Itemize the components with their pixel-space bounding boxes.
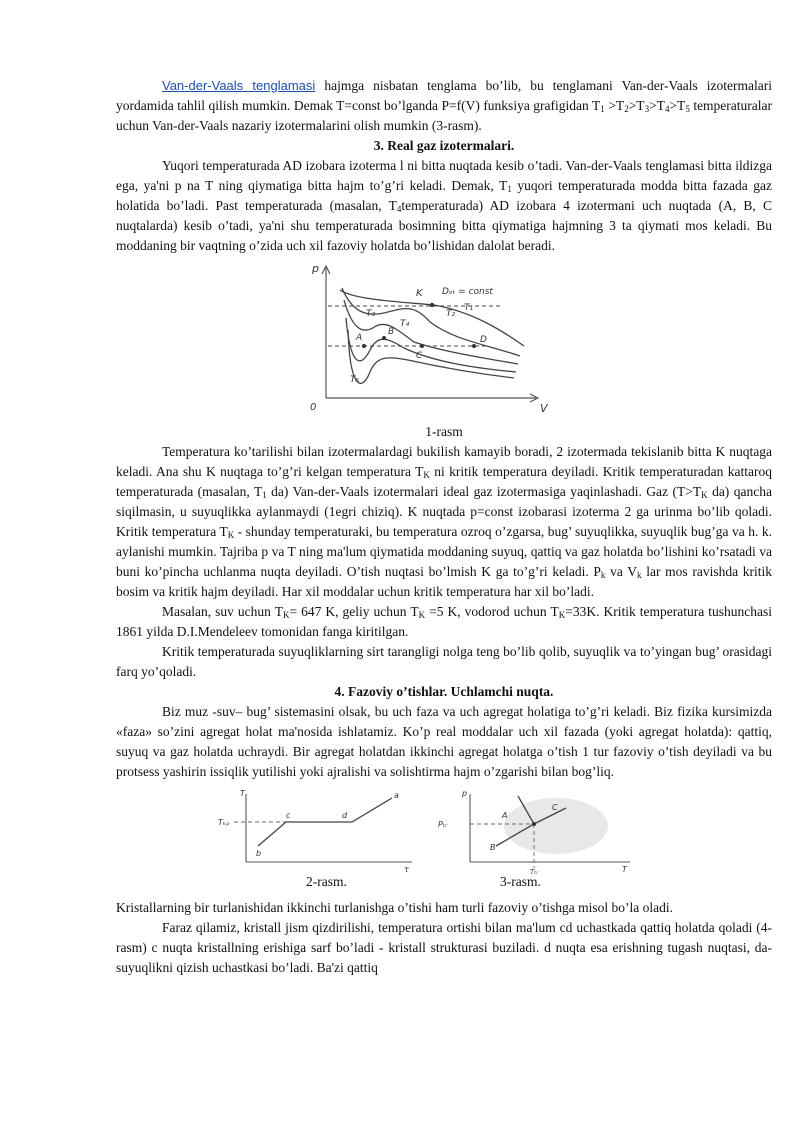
label-const: Dₒₜ = const: [442, 287, 493, 297]
fig2-label-tkp: Tₖₚ: [218, 818, 230, 827]
text-run: temperaturada) AD izobara 4 izotermani uch nuqtada (A, B, C nuqtalarda) kesib o’tadi, ya'ni shu temperaturada bosimning bitta qiymatiga hajmning 3 ta qiymati mos keladi. Bu moddaning bir vaqtning o’zida uch xil fazoviy holatda bo’lishidan dalolat beradi.: [116, 198, 772, 253]
label-t2: T₂: [446, 309, 456, 319]
text-run: =33K. Kritik temperatura tushunchasi 1861 yilda D.I.Mendeleev tomonidan fanga kiritilgan.: [116, 604, 772, 639]
isotherm-t4: [346, 318, 516, 372]
examples-paragraph: [116, 602, 772, 642]
subscript: 3: [644, 104, 650, 114]
document-page: [116, 76, 772, 978]
figure-2-heating-curve: [216, 788, 416, 876]
text-run: yuqori temperaturada modda bitta fazada gaz holatida bo’ladi. Past temperaturada (masalan, T: [116, 178, 772, 213]
text-run: >T: [669, 98, 686, 113]
label-t4: T₄: [400, 319, 410, 329]
figures-2-3: [116, 788, 772, 888]
subscript: 1: [262, 490, 267, 500]
triple-point: [532, 822, 536, 826]
spacer: [116, 888, 772, 898]
subscript: 5: [685, 104, 690, 114]
critical-paragraph: [116, 442, 772, 602]
text-run: = 647 K, geliy uchun T: [289, 604, 419, 619]
label-k: K: [416, 288, 423, 299]
fig2-label-a: a: [394, 791, 399, 800]
section-3-heading: 3. Real gaz izotermalari.: [373, 138, 515, 153]
section-3-paragraph: [116, 156, 772, 256]
text-run: da) Van-der-Vaals izotermalari ideal gaz izotermasiga yaqinlashadi. Gaz (T>T: [266, 484, 702, 499]
origin-label: 0: [310, 402, 317, 413]
text-run: Temperatura ko’tarilishi bilan izotermalardagi bukilish kamayib boradi, 2 izotermada tekislanib bitta K nuqtaga keladi. Ana shu K nuqtaga to’g’ri kelgan temperatura T: [116, 444, 772, 479]
point-c: [420, 344, 424, 348]
subscript: 4: [396, 204, 402, 214]
heating-paragraph: Faraz qilamiz, kristall jism qizdirilishi, temperatura ortishi bilan ma'lum cd uchastkada qattiq holatda qoladi (4-rasm) c nuqta kristallning erishiga sarf bo’ladi - kristall strukturasi buziladi. d nuqta esa erishning tugash nuqtasi, da- suyuqlikni qizish uchastkasi bo’ladi. Ba'zi qattiq: [116, 920, 772, 975]
fig2-label-b: b: [256, 849, 262, 858]
fig2-label-t: T: [240, 789, 245, 798]
subscript: 1: [507, 184, 512, 194]
label-a: A: [356, 333, 363, 343]
figure-3-caption: 3-rasm.: [500, 874, 541, 889]
section-4-heading: 4. Fazoviy o’tishlar. Uchlamchi nuqta.: [334, 684, 554, 699]
text-run: >T: [628, 98, 645, 113]
point-d: [472, 344, 476, 348]
subscript: K: [227, 530, 235, 540]
label-d: D: [480, 335, 487, 345]
figure-2-caption: 2-rasm.: [306, 874, 347, 889]
fig3-label-b: B: [490, 843, 496, 852]
text-run: =5 K, vodorod uchun T: [425, 604, 559, 619]
fig3-label-p: p: [462, 789, 468, 798]
vdw-equation-link[interactable]: Van-der-Vaals tenglamasi: [162, 78, 316, 93]
subscript: K: [558, 610, 566, 620]
subscript: 2: [624, 104, 629, 114]
fig2-label-axis: τ: [404, 865, 409, 874]
subscript: K: [282, 610, 290, 620]
figure-1-caption: 1-rasm: [425, 424, 463, 439]
text-run: Masalan, suv uchun T: [162, 604, 283, 619]
label-b: B: [388, 327, 395, 337]
point-b: [382, 336, 386, 340]
section-4-paragraph: Biz muz -suv– bug’ sistemasini olsak, bu uch faza va uch agregat holatiga to’g’ri keladi. Biz fizika kursimizda «faza» so’zini agregat holat ma'nosida ishlatamiz. Ko’p real moddalar uch xil fazada (yoki agregat holatda): qattiq, suyuq va gaz holatda uchraydi. Bir agregat holatdan ikkinchi agregat holatga o’tish 1 tur fazoviy o’tish deyiladi va bu protsess yashirin issiqlik yutilishi yoki ajralishi va solishtirma hajm o’zgarishi bilan bog’liq.: [116, 704, 772, 779]
text-run: va V: [605, 564, 638, 579]
isotherm-t5: [348, 330, 514, 383]
label-t5: T₅: [350, 375, 360, 385]
text-run: da) qancha siqilmasin, u suyuqlikka aylanmaydi (1egri chiziq). K nuqtada p=const izobarasi izoterma 2 ga urinma bo’lib qoladi. Kritik temperatura T: [116, 484, 772, 539]
text-run: lar mos ravishda kritik bosim va kritik hajm deyiladi. Har xil moddalar uchun kritik temperatura har xil bo’ladi.: [116, 564, 772, 599]
intro-paragraph: [116, 76, 772, 136]
surface-tension-paragraph: Kritik temperaturada suyuqliklarning sirt tarangligi nolga teng bo’lib qolib, suyuqlik va to’yingan bug’ orasidagi farq yo’qoladi.: [116, 644, 772, 679]
text-run: Yuqori temperaturada AD izobara izoterma l ni bitta nuqtada kesib o’tadi. Van-der-Vaals tenglamasi bitta ildizga ega, ya'ni p na T ning qiymatiga bitta hajm to’g’ri keladi. Demak, T: [116, 158, 772, 193]
text-run: ni kritik temperatura deyiladi. Kritik temperaturadan kattaroq temperaturada (masalan, T: [116, 464, 772, 499]
p-axis-label: p: [312, 262, 319, 275]
fig2-label-d: d: [342, 811, 348, 820]
subscript: 1: [600, 104, 605, 114]
intro-text-b: temperaturalar uchun Van-der-Vaals nazariy izotermalarini olish mumkin (3-rasm).: [116, 98, 773, 133]
text-run: >T: [649, 98, 665, 113]
fig3-label-c: C: [552, 803, 558, 812]
figure-3-phase-diagram: [434, 788, 634, 876]
label-t1: T₁: [464, 303, 474, 313]
subscript: K: [418, 610, 426, 620]
text-run: >T: [608, 98, 625, 113]
subscript: k: [637, 570, 642, 580]
point-a: [362, 344, 366, 348]
subscript: K: [701, 490, 708, 500]
point-k: [430, 303, 434, 307]
fig2-label-c: c: [286, 811, 291, 820]
subscript: 4: [664, 104, 670, 114]
fig3-label-a: A: [502, 811, 508, 820]
v-axis-label: V: [540, 402, 548, 415]
subscript: K: [423, 470, 430, 480]
subscript: k: [600, 570, 606, 580]
fig3-label-ptr: Pₜᵣ: [438, 820, 448, 829]
label-t3: T₃: [366, 309, 376, 319]
figure-1-isotherms: [304, 260, 564, 420]
text-run: - shunday temperaturaki, bu temperatura ozroq o’zgarsa, bug’ suyuqlikka, suyuqlik bug’ga va h. k. aylanishi mumkin. Tajriba p va T ning ma'lum qiymatida moddaning suyuq, qattiq va gaz holatda bo’lishini ko’rsatadi va buni ko’pincha uchlanma nuqta deyiladi. O’tish nuqtasi bo’lmish K ga to’g’ri keladi. P: [116, 524, 772, 579]
label-c: C: [416, 351, 423, 361]
fig3-label-ttr: Tₜᵣ: [530, 868, 539, 876]
crystal-paragraph: Kristallarning bir turlanishidan ikkinchi turlanishga o’tishi ham turli fazoviy o’tishga misol bo’la oladi.: [116, 900, 674, 915]
fig3-label-t: T: [622, 865, 627, 874]
intro-text-a: hajmga nisbatan tenglama bo’lib, bu tenglamani Van-der-Vaals izotermalari yordamida tahlil qilish mumkin. Demak T=const bo’lganda P=f(V) funksiya grafigidan T: [116, 78, 773, 113]
